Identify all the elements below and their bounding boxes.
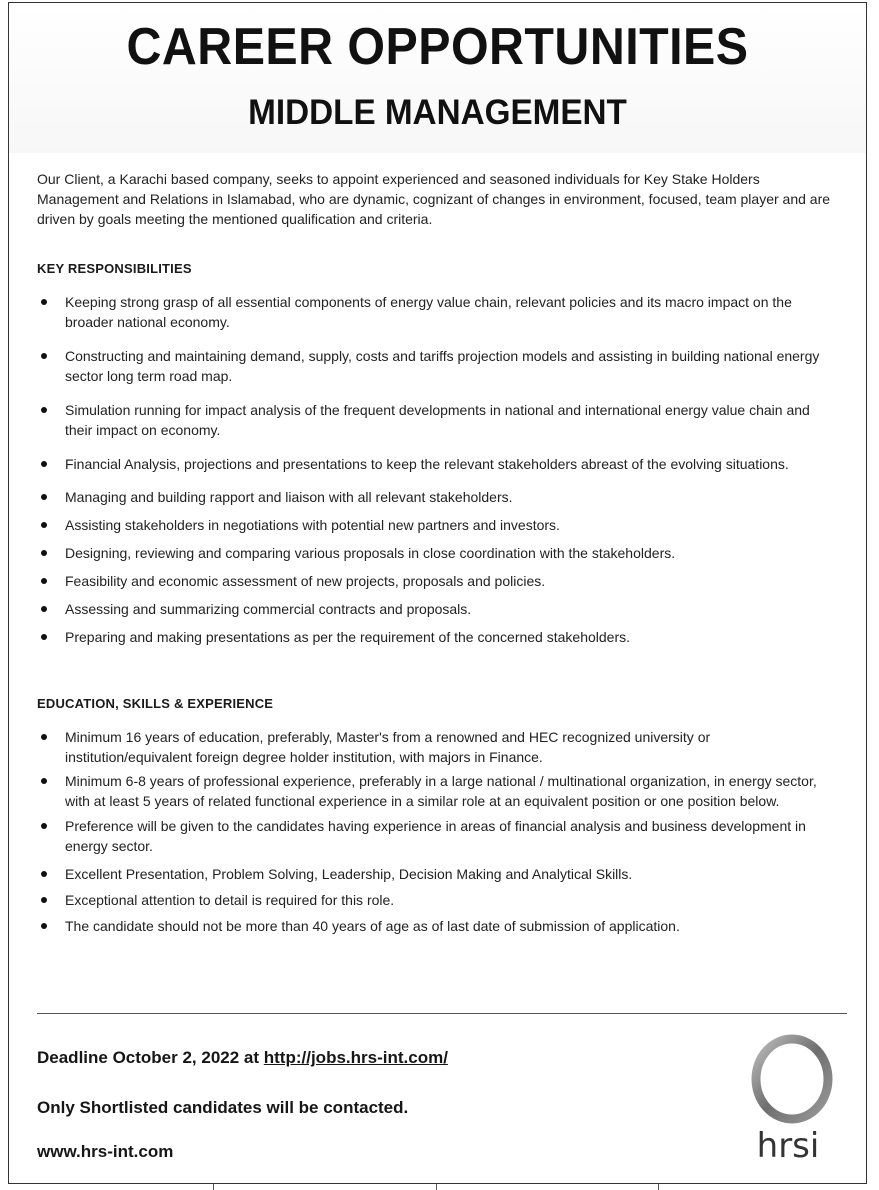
bullet-icon xyxy=(41,923,47,929)
bullet-icon xyxy=(41,634,47,640)
list-item: Financial Analysis, projections and presentations to keep the relevant stakeholders abreast of the evolving situations. xyxy=(37,454,837,474)
bullet-icon xyxy=(41,407,47,413)
list-item: Excellent Presentation, Problem Solving, Leadership, Decision Making and Analytical Skills. xyxy=(37,864,837,884)
website-link[interactable]: www.hrs-int.com xyxy=(37,1142,174,1161)
bullet-icon xyxy=(41,550,47,556)
divider xyxy=(37,1013,847,1014)
list-item: Preference will be given to the candidates having experience in areas of financial analysis and business development in energy sector. xyxy=(37,816,837,856)
list-item: Minimum 16 years of education, preferably, Master's from a renowned and HEC recognized university or institution/equivalent foreign degree holder institution, with majors in Finance. xyxy=(37,727,837,767)
application-link[interactable]: http://jobs.hrs-int.com/ xyxy=(263,1048,448,1067)
list-item: Minimum 6-8 years of professional experience, preferably in a large national / multinational organization, in energy sector, with at least 5 years of related functional experience in a similar role at an equivalent position or one position below. xyxy=(37,771,837,811)
list-item: Managing and building rapport and liaison with all relevant stakeholders. xyxy=(37,487,837,507)
bullet-icon xyxy=(41,823,47,829)
edge-tick xyxy=(213,1184,214,1190)
bullet-icon xyxy=(41,778,47,784)
list-item: Preparing and making presentations as per the requirement of the concerned stakeholders. xyxy=(37,627,837,647)
bullet-icon xyxy=(41,494,47,500)
list-item: Assessing and summarizing commercial contracts and proposals. xyxy=(37,599,837,619)
bullet-icon xyxy=(41,299,47,305)
hrsi-logo xyxy=(738,1027,838,1167)
list-item: Exceptional attention to detail is required for this role. xyxy=(37,890,837,910)
responsibilities-heading: KEY RESPONSIBILITIES xyxy=(37,261,192,276)
responsibilities-list xyxy=(37,292,837,647)
logo-wordmark: hrsi xyxy=(756,1126,820,1166)
bullet-icon xyxy=(41,734,47,740)
intro-paragraph: Our Client, a Karachi based company, seeks to appoint experienced and seasoned individuals for Key Stake Holders Management and Relations in Islamabad, who are dynamic, cognizant of changes in environment, focused, team player and are driven by goals meeting the mentioned qualification and criteria. xyxy=(37,171,831,227)
bullet-icon xyxy=(41,871,47,877)
deadline-line: Deadline October 2, 2022 at http://jobs.hrs-int.com/ xyxy=(37,1048,448,1067)
education-list xyxy=(37,727,837,936)
list-item: Simulation running for impact analysis of the frequent developments in national and international energy value chain and their impact on economy. xyxy=(37,400,837,440)
logo-ring-icon xyxy=(756,1039,828,1119)
page-subtitle: MIDDLE MANAGEMENT xyxy=(248,93,627,132)
education-heading: EDUCATION, SKILLS & EXPERIENCE xyxy=(37,696,274,711)
bullet-icon xyxy=(41,578,47,584)
list-item: Feasibility and economic assessment of new projects, proposals and policies. xyxy=(37,571,837,591)
bullet-icon xyxy=(41,461,47,467)
job-advertisement xyxy=(8,2,867,1184)
list-item: Constructing and maintaining demand, supply, costs and tariffs projection models and assisting in building national energy sector long term road map. xyxy=(37,346,837,386)
page-edge-marks xyxy=(8,1184,867,1190)
bullet-icon xyxy=(41,897,47,903)
header xyxy=(9,3,866,153)
page-title: CAREER OPPORTUNITIES xyxy=(126,18,749,76)
edge-tick xyxy=(658,1184,659,1190)
shortlist-note: Only Shortlisted candidates will be contacted. xyxy=(37,1098,409,1117)
bullet-icon xyxy=(41,353,47,359)
bullet-icon xyxy=(41,522,47,528)
list-item: Keeping strong grasp of all essential components of energy value chain, relevant policies and its macro impact on the broader national economy. xyxy=(37,292,837,332)
bullet-icon xyxy=(41,606,47,612)
list-item: Assisting stakeholders in negotiations with potential new partners and investors. xyxy=(37,515,837,535)
edge-tick xyxy=(436,1184,437,1190)
list-item: The candidate should not be more than 40 years of age as of last date of submission of application. xyxy=(37,916,837,936)
list-item: Designing, reviewing and comparing various proposals in close coordination with the stakeholders. xyxy=(37,543,837,563)
